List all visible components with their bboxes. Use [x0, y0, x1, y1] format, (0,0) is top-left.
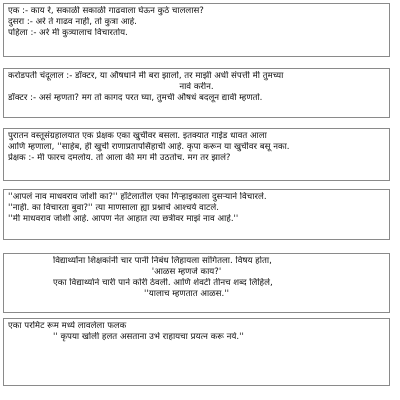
joke-line: ''मी माधवराव जोशी आहे. आपण नेत आहात त्या छत्रीवर माझं नाव आहे.'' [8, 214, 239, 224]
joke-line: पुरातन वस्तूसंग्रहालयात एक प्रेक्षक एका खुर्चीवर बसला. इतक्यात गाईड धावत आला [8, 131, 267, 141]
joke-line: दुसरा :- अरे ते गाढव नाही, तो कुत्रा आहे. [8, 17, 137, 27]
joke-line: 'आळस म्हणजे काय?' [151, 267, 222, 277]
joke-box-2 [3, 68, 390, 118]
joke-line: '' कृपया खोली हलत असताना उभे राहायचा प्रयत्न करू नये.'' [53, 332, 244, 342]
joke-line: ''आपलं नाव माधवराव जोशी का?'' हॉटेलातील एका गिऱ्हाइकाला दुसऱ्याने विचारले. [8, 192, 267, 202]
joke-line: विद्यार्थ्यांना शिक्षकांनी चार पानी निबंध लिहायला सांगितला. विषय होता, [53, 256, 272, 266]
joke-line: एक :- काय रे, सकाळी सकाळी गाढवाला घेऊन कुठे चाललास? [8, 6, 204, 16]
joke-box-5 [3, 253, 390, 313]
joke-box-3 [3, 128, 390, 181]
joke-line: नावे करीन. [179, 82, 214, 92]
joke-box-1 [3, 3, 390, 57]
joke-line: आणि म्हणाला, ''साहेब, ही खुर्ची राणाप्रतापसिंहाची आहे. कृपा करून या खुर्चीवर बसू नका. [8, 142, 290, 152]
joke-line: एका विद्यार्थ्याने चारी पाने कोरी ठेवली. आणि शेवटी तीनच शब्द लिहिले, [53, 278, 273, 288]
joke-line: करोडपती चंदूलाल :- डॉक्टर, या औषधाने मी बरा झालो, तर माझी अर्धी संपत्ती मी तुमच्या [8, 71, 284, 81]
joke-box-6 [3, 318, 390, 386]
joke-line: ''यालाच म्हणतात आळस.'' [144, 289, 229, 299]
joke-box-4 [3, 189, 390, 240]
joke-line: एका परमिट रूम मध्ये लावलेला फलक [8, 321, 127, 331]
joke-line: पहिला :- अरे मी कुत्र्यालाच विचारतोय. [8, 28, 128, 38]
joke-line: ''नाही. का विचारता बुवा?'' त्या माणसाला ह्या प्रश्नाचे आश्चर्य वाटले. [8, 203, 219, 213]
joke-line: प्रेक्षक :- मी फारच दमलोय. तो आला की मग मी उठतोच. मग तर झालं? [8, 153, 231, 163]
joke-line: डॉक्टर :- असं म्हणता? मग तो कागद परत घ्या, तुमची औषधं बदलून द्यावी म्हणतो. [8, 93, 263, 103]
